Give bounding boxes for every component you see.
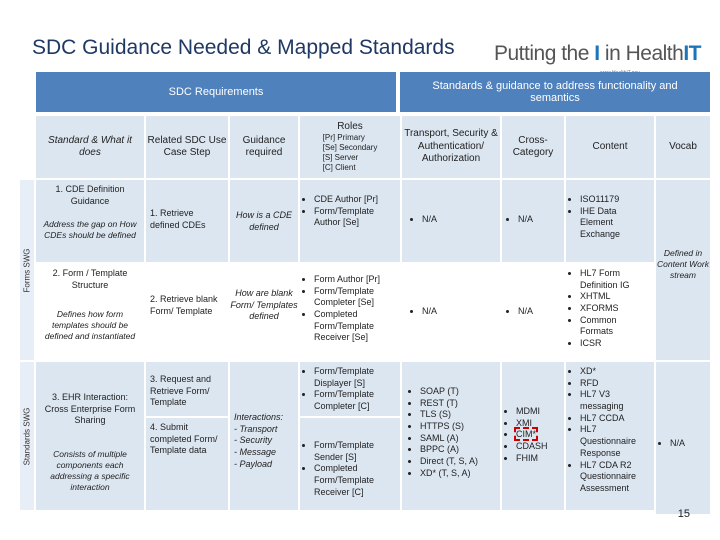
content-item: • Common Formats [580,315,650,338]
healthit-logo [494,42,701,66]
col-header-guidance: Guidance required [230,116,298,178]
col-header-cross: Cross-Category [502,116,564,178]
highlighted-cim: CIM* [516,429,536,440]
role-item: • Completed Form/Template Receiver [Se] [314,309,396,344]
role-item: • Form/Template Author [Se] [314,206,396,229]
content-item: • HL7 CDA R2 Questionnaire Assessment [580,460,650,495]
content-item: • ICSR [580,338,650,350]
cross-item: • N/A [518,214,558,226]
interaction-item: - Security [234,435,273,446]
role-item: • Form/Template Displayer [S] [314,366,396,389]
row2-guidance: How are blank Form/ Templates defined [230,264,298,360]
slide-title: SDC Guidance Needed & Mapped Standards [32,36,455,59]
standards-guidance-header: Standards & guidance to address functionality and semantics [400,72,710,112]
interaction-payload: Payload [239,458,273,469]
row2-content [566,264,654,360]
cross-item: • N/A [518,306,558,318]
col-header-usecase: Related SDC Use Case Step [146,116,228,178]
row1-roles [300,180,400,262]
interaction-message: Message [239,447,277,458]
transport-item: • BPPC (A) [420,444,492,456]
cross-item: • FHIM [516,453,560,465]
row1-standard [36,180,144,262]
interaction-item: - Transport [234,423,278,434]
transport-item: • SAML (A) [420,433,492,445]
col-header-roles [300,116,400,178]
interaction-item: - Payload [234,458,273,469]
role-item: • Form/Template Completer [C] [314,389,396,412]
logo-text-mid: in Health [599,42,684,65]
col-header-transport: Transport, Security & Authentication/ Authorization [402,116,500,178]
row2-cross [502,264,564,360]
col-header-standard: Standard & What it does [36,116,144,178]
cross-item: • MDMI [516,406,560,418]
content-item: • XD* [580,366,650,378]
sdc-requirements-header: SDC Requirements [36,72,396,112]
vocab-item: • N/A [670,438,706,450]
row2-usecase: 2. Retrieve blank Form/ Template [146,264,228,360]
role-item: • CDE Author [Pr] [314,194,396,206]
page-number: 15 [677,508,690,520]
content-item: • HL7 Questionnaire Response [580,424,650,459]
forms-swg-text: Forms SWG [22,248,32,292]
cross-item: • CDASH [516,441,560,453]
transport-item: • HTTPS (S) [420,421,492,433]
row3-roles-a [300,362,400,416]
transport-item: • XD* (T, S, A) [420,468,492,480]
roles-title: Roles [337,120,363,132]
interaction-item: - Message [234,447,277,458]
row1-cross [502,180,564,262]
standards-swg-label [20,362,34,510]
content-item: • HL7 CCDA [580,413,650,425]
vocab-bottom [656,362,710,514]
transport-item: • SOAP (T) [420,386,492,398]
logo-it: IT [683,42,701,65]
cross-item: • XMI [516,418,560,430]
forms-swg-label [20,180,34,360]
row1-standard-title: 1. CDE Definition Guidance [55,184,125,206]
col-header-vocab: Vocab [656,116,710,178]
content-item: • RFD [580,378,650,390]
role-item: • Form Author [Pr] [314,274,396,286]
role-item: • Completed Form/Template Receiver [C] [314,463,396,498]
transport-item: • N/A [422,306,490,318]
roles-legend: [Pr] Primary [Se] Secondary [S] Server [C] Client [322,133,378,173]
content-item: • IHE Data Element Exchange [580,206,650,241]
row2-transport [402,264,500,360]
row2-standard-desc: Defines how form templates should be defined and instantiated [44,309,136,342]
col-header-content: Content [566,116,654,178]
row2-standard-title: 2. Form / Template Structure [52,268,128,290]
row3-roles-b [300,418,400,510]
content-item: • ISO11179 [580,194,650,206]
role-item: • Form/Template Completer [Se] [314,286,396,309]
row3-content [566,362,654,510]
row1-standard-desc: Address the gap on How CDEs should be defined [43,219,137,241]
row1-guidance: How is a CDE defined [230,180,298,262]
row3-usecase-b: 4. Submit completed Form/ Template data [146,418,228,510]
row3-cross [502,362,564,510]
content-item: • XHTML [580,291,650,303]
row3-transport [402,362,500,510]
transport-item: • N/A [422,214,490,226]
row3-standard-title: 3. EHR Interaction: Cross Enterprise Form Sharing [44,392,136,426]
row1-usecase: 1. Retrieve defined CDEs [146,180,228,262]
cross-item [516,429,560,441]
row1-content [566,180,654,262]
logo-text: Putting the [494,42,595,65]
role-item: • Form/Template Sender [S] [314,440,396,463]
vocab-top: Defined in Content Work stream [656,180,710,360]
row3-usecase-a: 3. Request and Retrieve Form/ Template [146,362,228,416]
row3-standard-desc: Consists of multiple components each addressing a specific interaction [50,449,130,493]
interaction-security: Security [239,435,273,446]
transport-item: • TLS (S) [420,409,492,421]
content-item: • XFORMS [580,303,650,315]
transport-item: • Direct (T, S, A) [420,456,492,468]
row3-guidance [230,362,298,510]
content-item: • HL7 Form Definition IG [580,268,650,291]
row3-standard [36,362,144,510]
standards-swg-text: Standards SWG [22,407,32,465]
row2-standard [36,264,144,360]
interactions-title: Interactions: [234,412,284,422]
logo-i: I [594,42,600,65]
row1-transport [402,180,500,262]
row2-roles [300,264,400,360]
interaction-transport: Transport [239,423,278,434]
content-item: • HL7 V3 messaging [580,389,650,412]
transport-item: • REST (T) [420,398,492,410]
